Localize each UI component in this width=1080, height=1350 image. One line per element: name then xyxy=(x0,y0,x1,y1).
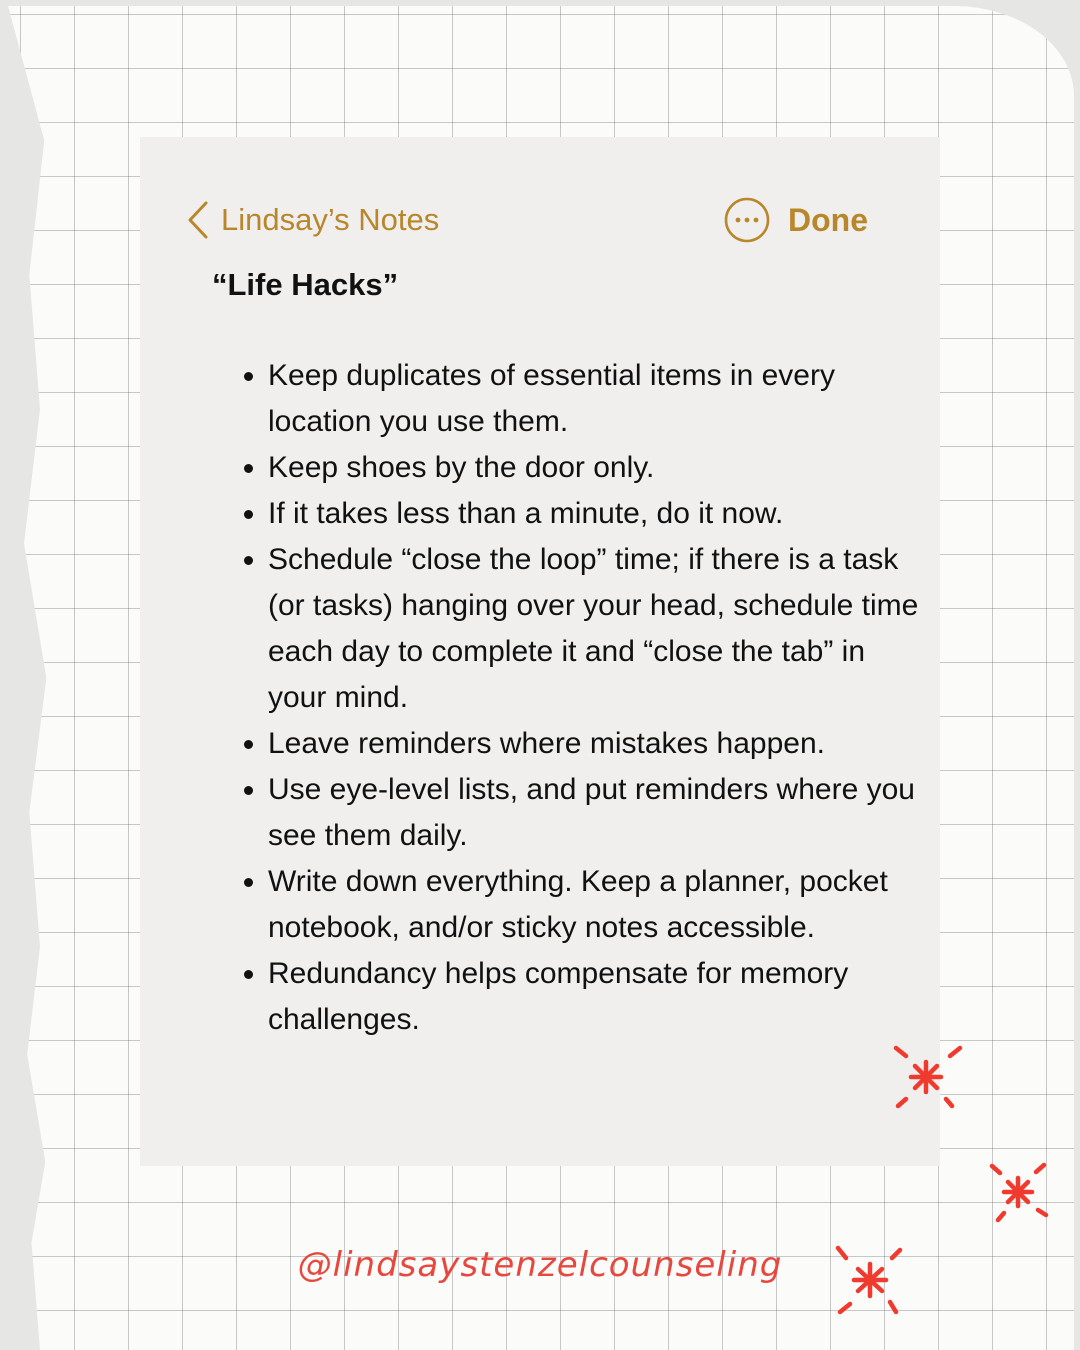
done-button[interactable]: Done xyxy=(788,202,868,238)
list-item: • Schedule “close the loop” time; if there is a task (or tasks) hanging over your head, schedule time each day to complete it and “close the tab” in your mind. xyxy=(268,537,928,721)
chevron-left-icon xyxy=(185,200,211,240)
list-item: • Leave reminders where mistakes happen. xyxy=(268,721,928,767)
ellipsis-circle-icon xyxy=(724,197,770,243)
sparkle-icon xyxy=(830,1240,906,1320)
life-hacks-list xyxy=(240,353,928,1043)
note-title: “Life Hacks” xyxy=(212,267,399,302)
list-item: • Keep shoes by the door only. xyxy=(268,445,928,491)
back-button-label: Lindsay’s Notes xyxy=(221,202,440,237)
list-item: • Redundancy helps compensate for memory challenges. xyxy=(268,951,928,1043)
list-item: • Use eye-level lists, and put reminders where you see them daily. xyxy=(268,767,928,859)
more-options-button[interactable] xyxy=(724,197,770,243)
sparkle-icon xyxy=(886,1040,966,1116)
list-item: • Write down everything. Keep a planner, pocket notebook, and/or sticky notes accessible. xyxy=(268,859,928,951)
note-card xyxy=(140,137,940,1166)
list-item: • Keep duplicates of essential items in every location you use them. xyxy=(268,353,928,445)
list-item: • If it takes less than a minute, do it now. xyxy=(268,491,928,537)
back-button[interactable] xyxy=(185,200,439,240)
social-handle: @lindsaystenzelcounseling xyxy=(297,1245,783,1285)
sparkle-icon xyxy=(984,1160,1056,1228)
